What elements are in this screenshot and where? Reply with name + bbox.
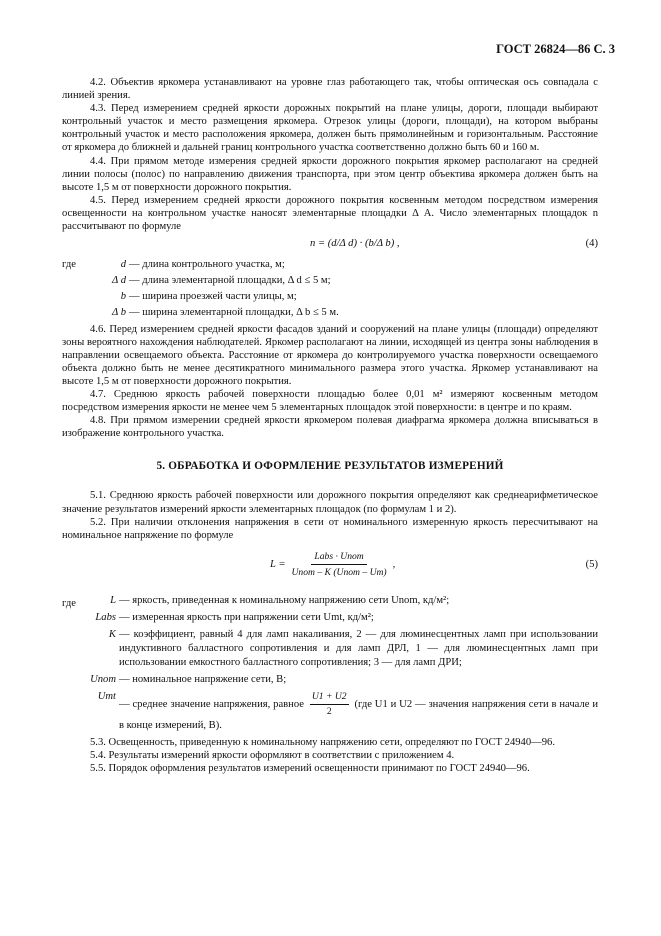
formula-5 — [62, 546, 598, 590]
definition-text: — ширина проезжей части улицы, м; — [129, 291, 297, 303]
paragraph-4-6: 4.6. Перед измерением средней яркости фасадов зданий и сооружений на плане улицы (площади) определяют зоны вероятного нахождения наблюдателей. Яркомер располагают на линии, исходящей из центра зоны наблюдения в направлении освещаемого объекта. Расстояние от яркомера до контролируемого участка поверхности освещаемого объекта должно быть не менее десятикратного минимального размера этого участка. Яркомер устанавливают на высоте 1,5 м от поверхности дорожного покрытия. — [62, 323, 598, 387]
formula-5-number: (5) — [585, 558, 598, 570]
definition-symbol: K — [108, 628, 116, 640]
definition-text: — коэффициент, равный 4 для ламп накаливания, 2 — для люминесцентных ламп при использовании индуктивного балластного сопротивления и для ламп ДРЛ, 1 — для люминесцентных ламп при использовании емкостного балластного сопротивления; 3 — для ламп ДРИ; — [119, 628, 598, 668]
umt-text-after: (где U1 и U2 — значения напряжения сети в начале и в конце измерений, В). — [119, 698, 598, 731]
where-label-2: где — [62, 597, 76, 609]
formula-5-expression — [270, 550, 395, 579]
paragraph-4-8: 4.8. При прямом измерении средней яркости яркомером полевая диафрагма яркомера должна вписываться в изображение контрольного участка. — [62, 415, 598, 440]
formula-4 — [62, 233, 598, 255]
definition-symbol: Δ b — [112, 307, 126, 319]
formula-5-fraction — [289, 550, 390, 579]
umt-fraction-denominator: 2 — [326, 705, 332, 717]
paragraph-4-4: 4.4. При прямом методе измерения средней яркости дорожного покрытия яркомер располагают на средней линии полосы (полос) по направлению движения транспорта, при этом центр объектива яркомера должен быть на высоте 1,5 м от поверхности дорожного покрытия. — [62, 155, 598, 193]
definition-item — [82, 673, 598, 687]
definition-text: — длина элементарной площадки, Δ d ≤ 5 м; — [129, 275, 331, 287]
paragraph-4-3: 4.3. Перед измерением средней яркости дорожных покрытий на плане улицы, дороги, площади выбирают контрольный участок и место размещения яркомера. Отрезок улицы (дороги, площади), на котором выбраны контрольный участок и место расположения яркомера, должен быть прямолинейным и горизонтальным. Расстояние от яркомера до ближней и дальней границ контрольного участка соответственно должно быть 60 и 160 м. — [62, 103, 598, 154]
body-text — [62, 76, 598, 775]
umt-fraction-numerator: U1 + U2 — [310, 690, 349, 705]
definition-item — [62, 306, 598, 319]
formula-4-number: (4) — [585, 238, 598, 250]
definition-text: — яркость, приведенная к номинальному напряжению сети Unom, кд/м²; — [119, 594, 450, 606]
paragraph-5-5: 5.5. Порядок оформления результатов измерений освещенности принимают по ГОСТ 24940—96. — [90, 763, 530, 774]
page-header: ГОСТ 26824—86 С. 3 — [496, 42, 615, 56]
definition-item — [82, 690, 598, 733]
umt-text-before: — среднее значение напряжения, равное — [119, 698, 304, 710]
definition-item — [82, 628, 598, 670]
definition-symbol: Δ d — [112, 275, 126, 287]
definition-symbol: d — [120, 259, 126, 271]
section-5-heading: 5. ОБРАБОТКА И ОФОРМЛЕНИЕ РЕЗУЛЬТАТОВ ИЗМЕРЕНИЙ — [156, 460, 504, 473]
paragraph-4-2: 4.2. Объектив яркомера устанавливают на уровне глаз работающего так, чтобы оптическая ось совпадала с линией зрения. — [62, 77, 598, 102]
definition-text: — номинальное напряжение сети, В; — [119, 673, 287, 685]
formula-5-lhs: L = — [270, 558, 286, 570]
paragraph-5-1: 5.1. Среднюю яркость рабочей поверхности или дорожного покрытия определяют как среднеарифметическое значение результатов измерений яркости элементарных площадок (по формулам 1 и 2). — [62, 490, 598, 515]
paragraph-4-7: 4.7. Среднюю яркость рабочей поверхности площадью более 0,01 м² измеряют косвенным методом посредством измерения яркости не менее чем 5 элементарных площадок этой поверхности: в центре и по краям. — [62, 388, 598, 414]
definition-item — [62, 258, 598, 271]
formula-5-tail: , — [392, 558, 396, 570]
umt-fraction — [310, 690, 349, 719]
paragraph-4-5: 4.5. Перед измерением средней яркости дорожного покрытия косвенным методом посредством измерения освещенности на контрольном участке наносят элементарные площадки Δ A. Число элементарных площадок n рассчитывают по формуле — [62, 194, 598, 233]
definition-symbol: Unom — [90, 673, 116, 685]
definition-item — [62, 274, 598, 287]
paragraph-5-4: 5.4. Результаты измерений яркости оформляют в соответствии с приложением 4. — [90, 749, 455, 761]
formula-5-denominator: Unom – K (Unom – Um) — [291, 566, 387, 578]
definition-text — [119, 690, 598, 733]
where-label: где — [62, 259, 76, 271]
formula-4-expression: n = (d/Δ d) · (b/Δ b) , — [310, 238, 400, 250]
formula-5-numerator: Labs · Unom — [311, 550, 366, 565]
definition-symbol: L — [110, 594, 116, 606]
definition-symbol: b — [120, 291, 126, 303]
definition-text: — измеренная яркость при напряжении сети Umt, кд/м²; — [119, 611, 374, 623]
definition-symbol: Umt — [97, 690, 116, 702]
paragraph-5-2: 5.2. При наличии отклонения напряжения в сети от номинального измеренную яркость пересчитывают на номинальное напряжение по формуле — [62, 516, 598, 541]
paragraph-5-3: 5.3. Освещенность, приведенную к номинальному напряжению сети, определяют по ГОСТ 24940—96. — [90, 736, 555, 748]
definition-text: — длина контрольного участка, м; — [129, 259, 285, 271]
definitions-4 — [62, 258, 598, 319]
definition-item — [62, 290, 598, 303]
definition-symbol: Labs — [95, 611, 116, 623]
definition-item — [82, 611, 598, 625]
definitions-5 — [62, 594, 598, 733]
definition-text: — ширина элементарной площадки, Δ b ≤ 5 м. — [129, 307, 339, 319]
definition-item — [82, 594, 598, 608]
